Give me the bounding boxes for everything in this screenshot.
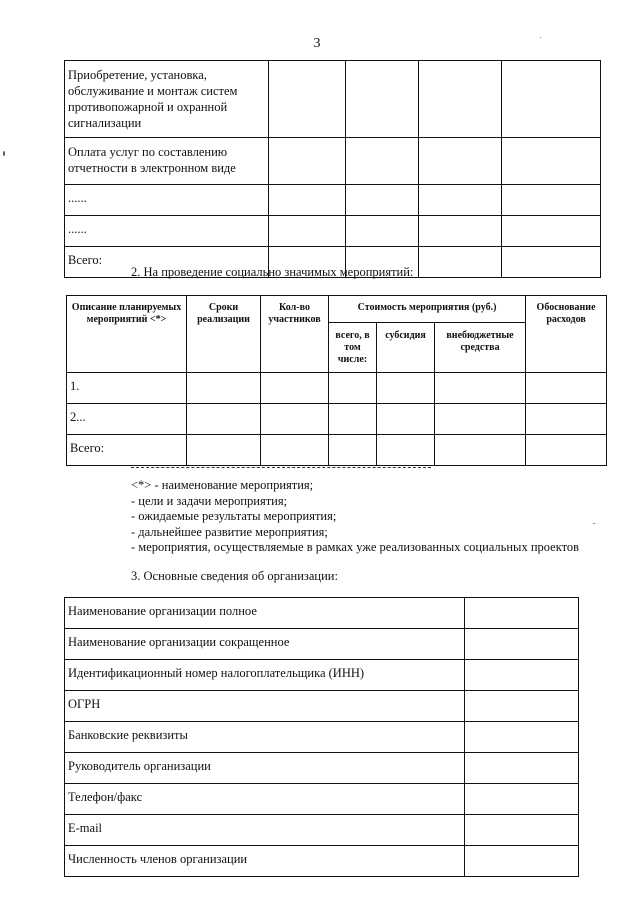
section-3-title: 3. Основные сведения об организации: bbox=[131, 569, 338, 583]
table-cell bbox=[187, 404, 261, 435]
expenses-table bbox=[64, 60, 601, 278]
footnote-line: - мероприятия, осуществляемые в рамках уже реализованных социальных проектов bbox=[131, 540, 580, 554]
table-cell bbox=[346, 185, 419, 216]
table-row bbox=[65, 598, 579, 629]
table-cell bbox=[187, 373, 261, 404]
table-cell bbox=[502, 138, 601, 185]
table-cell bbox=[419, 216, 502, 247]
footnote-line: <*> - наименование мероприятия; bbox=[131, 478, 314, 492]
table-cell bbox=[465, 784, 579, 815]
header-extrabudget: внебюджетные средства bbox=[435, 323, 526, 373]
table-row bbox=[65, 784, 579, 815]
table-cell-label: ОГРН bbox=[65, 691, 465, 722]
footnote-line: - цели и задачи мероприятия; bbox=[131, 493, 288, 508]
table-cell bbox=[377, 373, 435, 404]
page-number: 3 bbox=[313, 36, 321, 51]
table-cell-label: Наименование организации сокращенное bbox=[65, 629, 465, 660]
table-cell bbox=[526, 435, 607, 466]
table-cell bbox=[465, 722, 579, 753]
table-cell-label: Идентификационный номер налогоплательщика (ИНН) bbox=[65, 660, 465, 691]
header-total-incl: всего, в том числе: bbox=[329, 323, 377, 373]
scan-speck bbox=[540, 37, 541, 38]
table-cell-description: 1. bbox=[67, 373, 187, 404]
table-row bbox=[65, 815, 579, 846]
table-cell bbox=[465, 815, 579, 846]
table-cell bbox=[502, 247, 601, 278]
table-cell bbox=[465, 691, 579, 722]
table-cell-description: 2... bbox=[67, 404, 187, 435]
table-cell bbox=[346, 138, 419, 185]
table-cell bbox=[435, 404, 526, 435]
table-cell bbox=[187, 435, 261, 466]
header-description: Описание планируемых мероприятий <*> bbox=[67, 296, 187, 373]
table-cell bbox=[502, 185, 601, 216]
organization-info-table bbox=[64, 597, 579, 877]
table-cell bbox=[269, 185, 346, 216]
table-cell-total: Всего: bbox=[67, 435, 187, 466]
table-cell-description: Оплата услуг по составлению отчетности в электронном виде bbox=[65, 138, 269, 185]
table-cell-label: Наименование организации полное bbox=[65, 598, 465, 629]
table-cell bbox=[465, 753, 579, 784]
table-cell bbox=[465, 598, 579, 629]
table-row bbox=[65, 722, 579, 753]
table-row bbox=[65, 185, 601, 216]
table-cell bbox=[465, 629, 579, 660]
table-cell bbox=[261, 373, 329, 404]
table-cell bbox=[269, 138, 346, 185]
table-row bbox=[67, 435, 607, 466]
header-terms: Сроки реализации bbox=[187, 296, 261, 373]
header-cost: Стоимость мероприятия (руб.) bbox=[329, 296, 526, 323]
table-cell-label: Руководитель организации bbox=[65, 753, 465, 784]
footnote-line: - ожидаемые результаты мероприятия; bbox=[131, 509, 337, 523]
footnote bbox=[131, 478, 579, 556]
table-cell-label: E-mail bbox=[65, 815, 465, 846]
table-row bbox=[67, 404, 607, 435]
table-cell bbox=[261, 435, 329, 466]
table-cell-description: Приобретение, установка, обслуживание и монтаж систем противопожарной и охранной сигнализации bbox=[65, 61, 269, 138]
table-row bbox=[65, 61, 601, 138]
table-row bbox=[65, 216, 601, 247]
header-justification: Обоснование расходов bbox=[526, 296, 607, 373]
table-cell bbox=[269, 216, 346, 247]
table-cell bbox=[502, 216, 601, 247]
table-cell bbox=[435, 373, 526, 404]
scan-speck bbox=[3, 151, 5, 156]
footnote-line: - дальнейшее развитие мероприятия; bbox=[131, 524, 328, 539]
table-row bbox=[67, 373, 607, 404]
table-row bbox=[65, 629, 579, 660]
table-cell-label: Телефон/факс bbox=[65, 784, 465, 815]
table-cell bbox=[419, 247, 502, 278]
scan-speck bbox=[593, 523, 595, 524]
table-cell bbox=[526, 404, 607, 435]
section-2-title: 2. На проведение социально значимых мероприятий: bbox=[131, 265, 414, 279]
table-cell bbox=[526, 373, 607, 404]
table-cell bbox=[329, 435, 377, 466]
table-cell bbox=[435, 435, 526, 466]
table-cell bbox=[329, 373, 377, 404]
table-cell bbox=[465, 660, 579, 691]
table-row bbox=[65, 691, 579, 722]
table-cell bbox=[261, 404, 329, 435]
table-cell bbox=[465, 846, 579, 877]
table-cell bbox=[419, 185, 502, 216]
table-row bbox=[65, 660, 579, 691]
table-cell bbox=[346, 216, 419, 247]
table-cell bbox=[502, 61, 601, 138]
table-cell-label: Численность членов организации bbox=[65, 846, 465, 877]
table-row bbox=[65, 138, 601, 185]
table-cell bbox=[419, 61, 502, 138]
table-cell-total: Всего: bbox=[65, 247, 269, 278]
table-row bbox=[65, 753, 579, 784]
header-participants: Кол-во участников bbox=[261, 296, 329, 373]
table-cell bbox=[377, 404, 435, 435]
table-row bbox=[65, 846, 579, 877]
table-header-row bbox=[67, 296, 607, 323]
table-cell-label: Банковские реквизиты bbox=[65, 722, 465, 753]
table-cell bbox=[377, 435, 435, 466]
table-cell bbox=[346, 61, 419, 138]
table-cell-description: ...... bbox=[65, 185, 269, 216]
events-table bbox=[66, 295, 607, 466]
table-cell-description: ...... bbox=[65, 216, 269, 247]
table-cell bbox=[269, 61, 346, 138]
header-subsidy: субсидия bbox=[377, 323, 435, 373]
table-cell bbox=[419, 138, 502, 185]
footnote-divider bbox=[131, 467, 431, 468]
table-cell bbox=[329, 404, 377, 435]
